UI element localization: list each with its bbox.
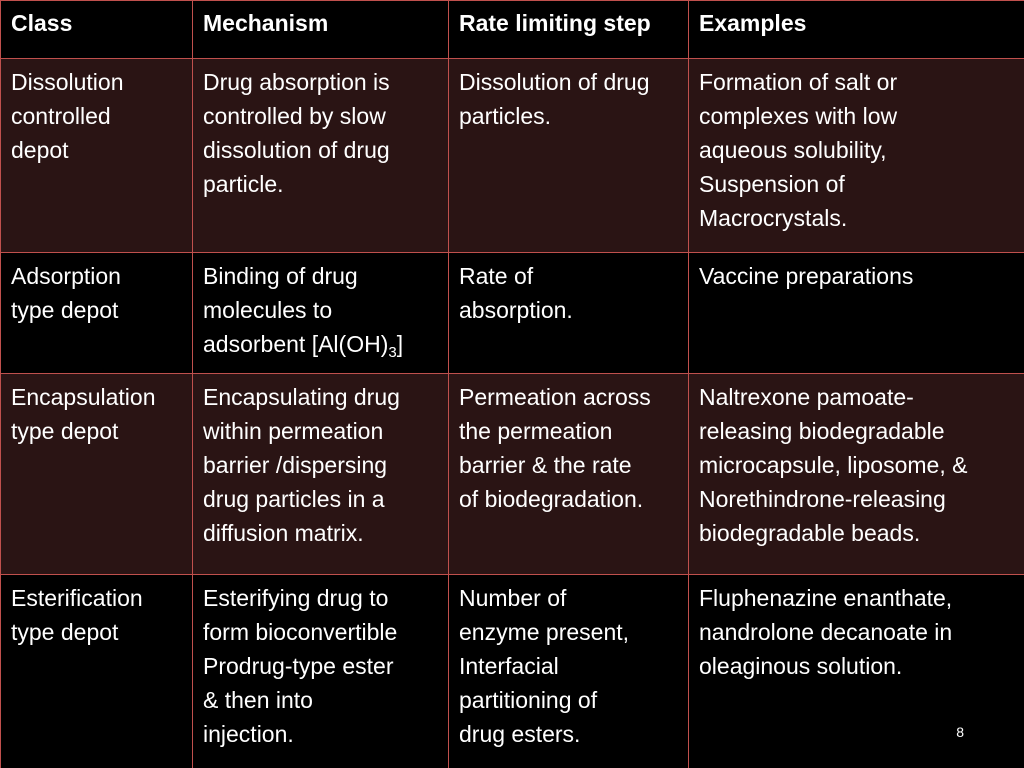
mechanism-text-end: ] xyxy=(396,331,404,357)
cell-class: Encapsulation type depot xyxy=(1,374,193,575)
header-rate-limiting-step: Rate limiting step xyxy=(449,1,689,59)
table-row xyxy=(1,575,1024,768)
table-row xyxy=(1,253,1024,374)
slide-number: 8 xyxy=(956,724,964,740)
cell-examples: Vaccine preparations xyxy=(689,253,1024,374)
cell-class: Dissolution controlled depot xyxy=(1,59,193,253)
table-header-row xyxy=(1,1,1024,59)
cell-mechanism xyxy=(193,253,449,374)
cell-mechanism: Encapsulating drug within permeation barrier /dispersing drug particles in a diffusion matrix. xyxy=(193,374,449,575)
table-row xyxy=(1,374,1024,575)
cell-rate-limiting-step: Permeation across the permeation barrier & the rate of biodegradation. xyxy=(449,374,689,575)
cell-rate-limiting-step: Dissolution of drug particles. xyxy=(449,59,689,253)
cell-examples: Formation of salt or complexes with low aqueous solubility, Suspension of Macrocrystals. xyxy=(689,59,1024,253)
table-row xyxy=(1,59,1024,253)
header-class: Class xyxy=(1,1,193,59)
mechanism-text: Binding of drug molecules to adsorbent [Al(OH) xyxy=(203,263,389,357)
cell-class: Esterification type depot xyxy=(1,575,193,768)
cell-examples: Naltrexone pamoate- releasing biodegradable microcapsule, liposome, & Norethindrone-releasing biodegradable beads. xyxy=(689,374,1024,575)
cell-class: Adsorption type depot xyxy=(1,253,193,374)
cell-examples: Fluphenazine enanthate, nandrolone decanoate in oleaginous solution. xyxy=(689,575,1024,768)
cell-rate-limiting-step: Rate of absorption. xyxy=(449,253,689,374)
mechanism-subscript: 3 xyxy=(388,344,397,361)
cell-mechanism: Drug absorption is controlled by slow dissolution of drug particle. xyxy=(193,59,449,253)
header-mechanism: Mechanism xyxy=(193,1,449,59)
header-examples: Examples xyxy=(689,1,1024,59)
cell-rate-limiting-step: Number of enzyme present, Interfacial partitioning of drug esters. xyxy=(449,575,689,768)
cell-mechanism: Esterifying drug to form bioconvertible Prodrug-type ester & then into injection. xyxy=(193,575,449,768)
